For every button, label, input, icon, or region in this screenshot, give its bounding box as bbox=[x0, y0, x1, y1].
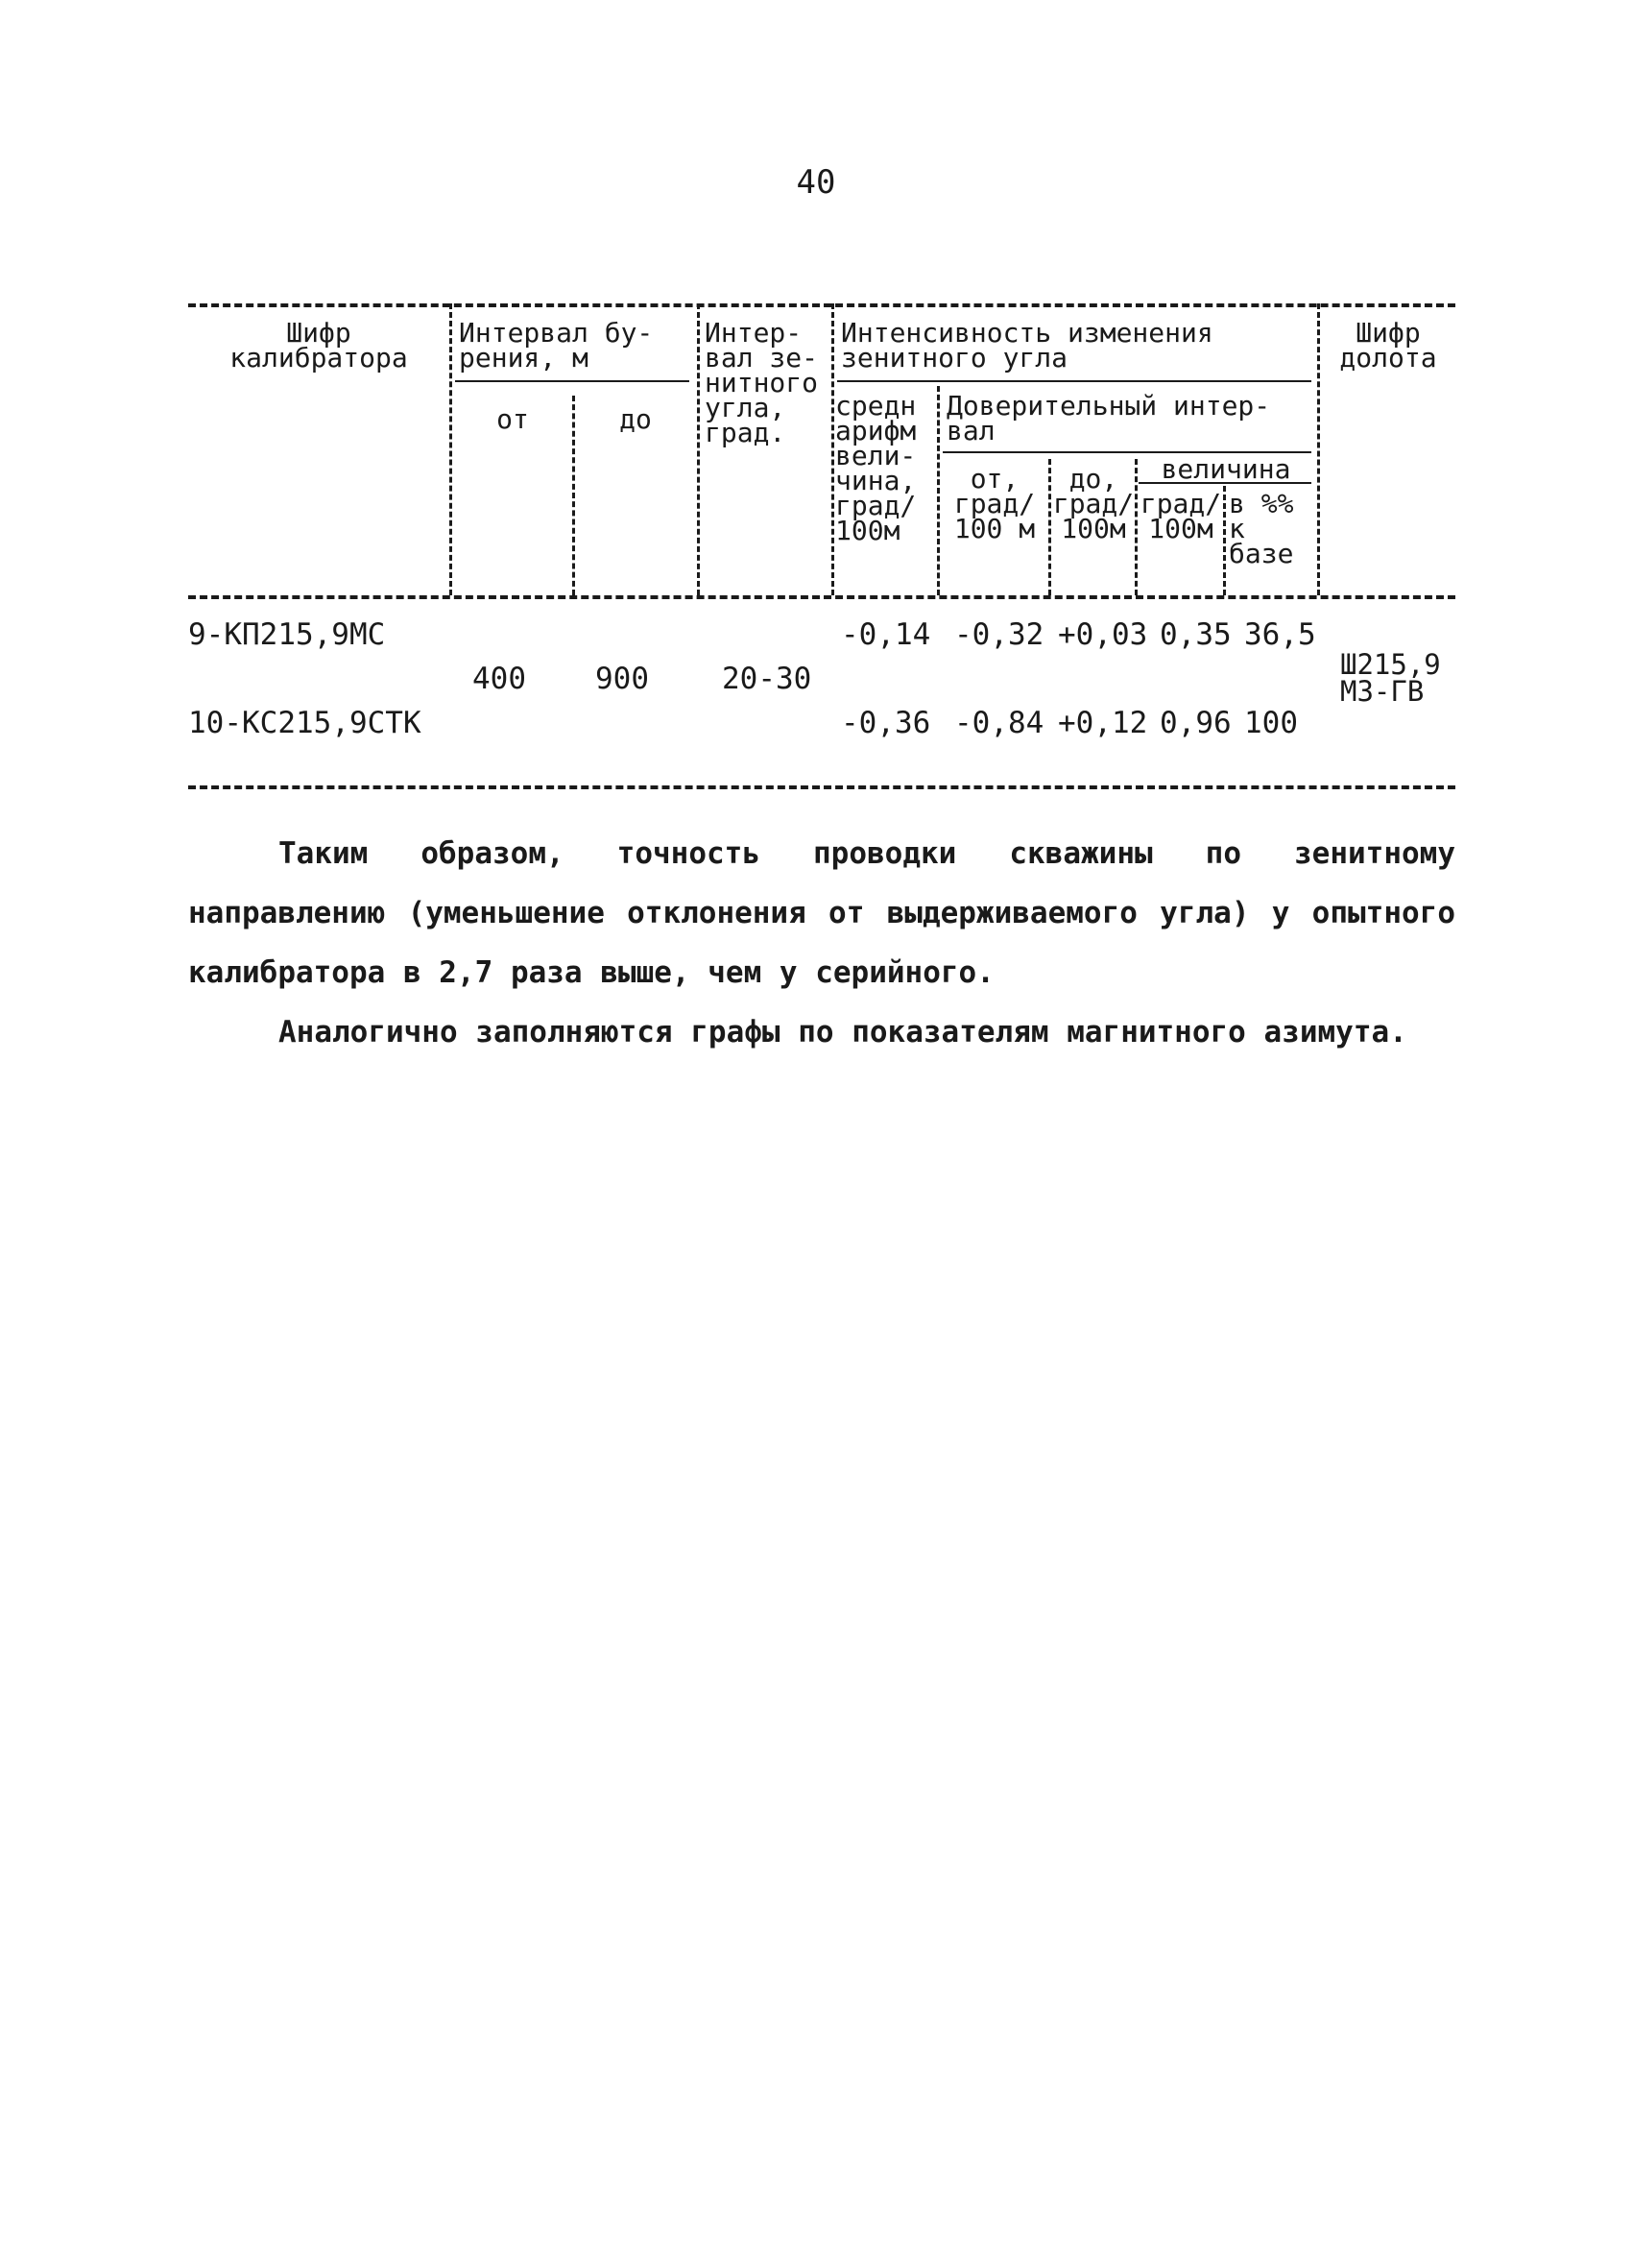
row-1-calibrator: 9-КП215,9МС bbox=[188, 617, 386, 652]
header-confidence: Доверительный интер- вал bbox=[947, 390, 1271, 446]
header-mag-pct: в %% к базе bbox=[1229, 488, 1294, 569]
row-1-mean: -0,14 bbox=[841, 617, 931, 652]
header-calibrator-code: Шифр калибратора bbox=[229, 317, 408, 374]
col-divider bbox=[697, 303, 700, 595]
table-top-rule bbox=[188, 303, 1455, 307]
paragraph: Аналогично заполняются графы по показателям магнитного азимута. bbox=[278, 1015, 1407, 1050]
data-table bbox=[188, 303, 1455, 797]
page-number: 40 bbox=[796, 163, 836, 202]
paragraph: Таким образом, точность проводки скважины по зенитному направлению (уменьшение отклонения от выдерживаемого угла) у опытного калибратора в 2,7 раза выше, чем у серийного. bbox=[188, 836, 1455, 990]
col-divider bbox=[1317, 303, 1320, 595]
shared-bit-code: Ш215,9 МЗ-ГВ bbox=[1340, 648, 1441, 708]
row-1-mag: 0,35 bbox=[1160, 617, 1232, 652]
row-2-mag: 0,96 bbox=[1160, 706, 1232, 740]
col-divider bbox=[449, 303, 452, 595]
header-bottom-rule bbox=[188, 595, 1455, 599]
shared-from: 400 bbox=[472, 662, 526, 696]
row-2-calibrator: 10-КС215,9СТК bbox=[188, 706, 421, 740]
header-mean: средн арифм вели- чина, град/ 100м bbox=[835, 390, 917, 546]
shared-to: 900 bbox=[595, 662, 649, 696]
body-text bbox=[188, 824, 1455, 1062]
header-magnitude: величина bbox=[1161, 453, 1291, 485]
header-from: от bbox=[496, 403, 529, 435]
row-2-ci-to: +0,12 bbox=[1058, 706, 1148, 740]
header-zenith-interval: Интер- вал зе- нитного угла, град. bbox=[705, 317, 819, 448]
row-2-ci-from: -0,84 bbox=[954, 706, 1044, 740]
intensity-underline bbox=[837, 380, 1311, 382]
header-to: до bbox=[619, 403, 652, 435]
col-divider bbox=[1135, 459, 1138, 595]
header-ci-to: до, град/ 100м bbox=[1052, 463, 1135, 544]
row-1-ci-from: -0,32 bbox=[954, 617, 1044, 652]
col-divider bbox=[1223, 486, 1226, 595]
header-mag-grad: град/ 100м bbox=[1140, 488, 1222, 544]
header-drilling-interval: Интервал бу- рения, м bbox=[459, 317, 654, 374]
shared-zenith: 20-30 bbox=[722, 662, 812, 696]
row-1-pct: 36,5 bbox=[1244, 617, 1316, 652]
header-intensity: Интенсивность изменения зенитного угла bbox=[841, 317, 1213, 374]
col-divider bbox=[937, 386, 940, 595]
row-1-ci-to: +0,03 bbox=[1058, 617, 1148, 652]
interval-underline bbox=[455, 380, 689, 382]
table-bottom-rule bbox=[188, 785, 1455, 789]
row-2-pct: 100 bbox=[1244, 706, 1298, 740]
col-divider bbox=[831, 303, 834, 595]
row-2-mean: -0,36 bbox=[841, 706, 931, 740]
header-ci-from: от, град/ 100 м bbox=[953, 463, 1036, 544]
header-bit-code: Шифр долота bbox=[1339, 317, 1437, 374]
col-divider bbox=[1048, 459, 1051, 595]
col-divider bbox=[572, 396, 575, 595]
